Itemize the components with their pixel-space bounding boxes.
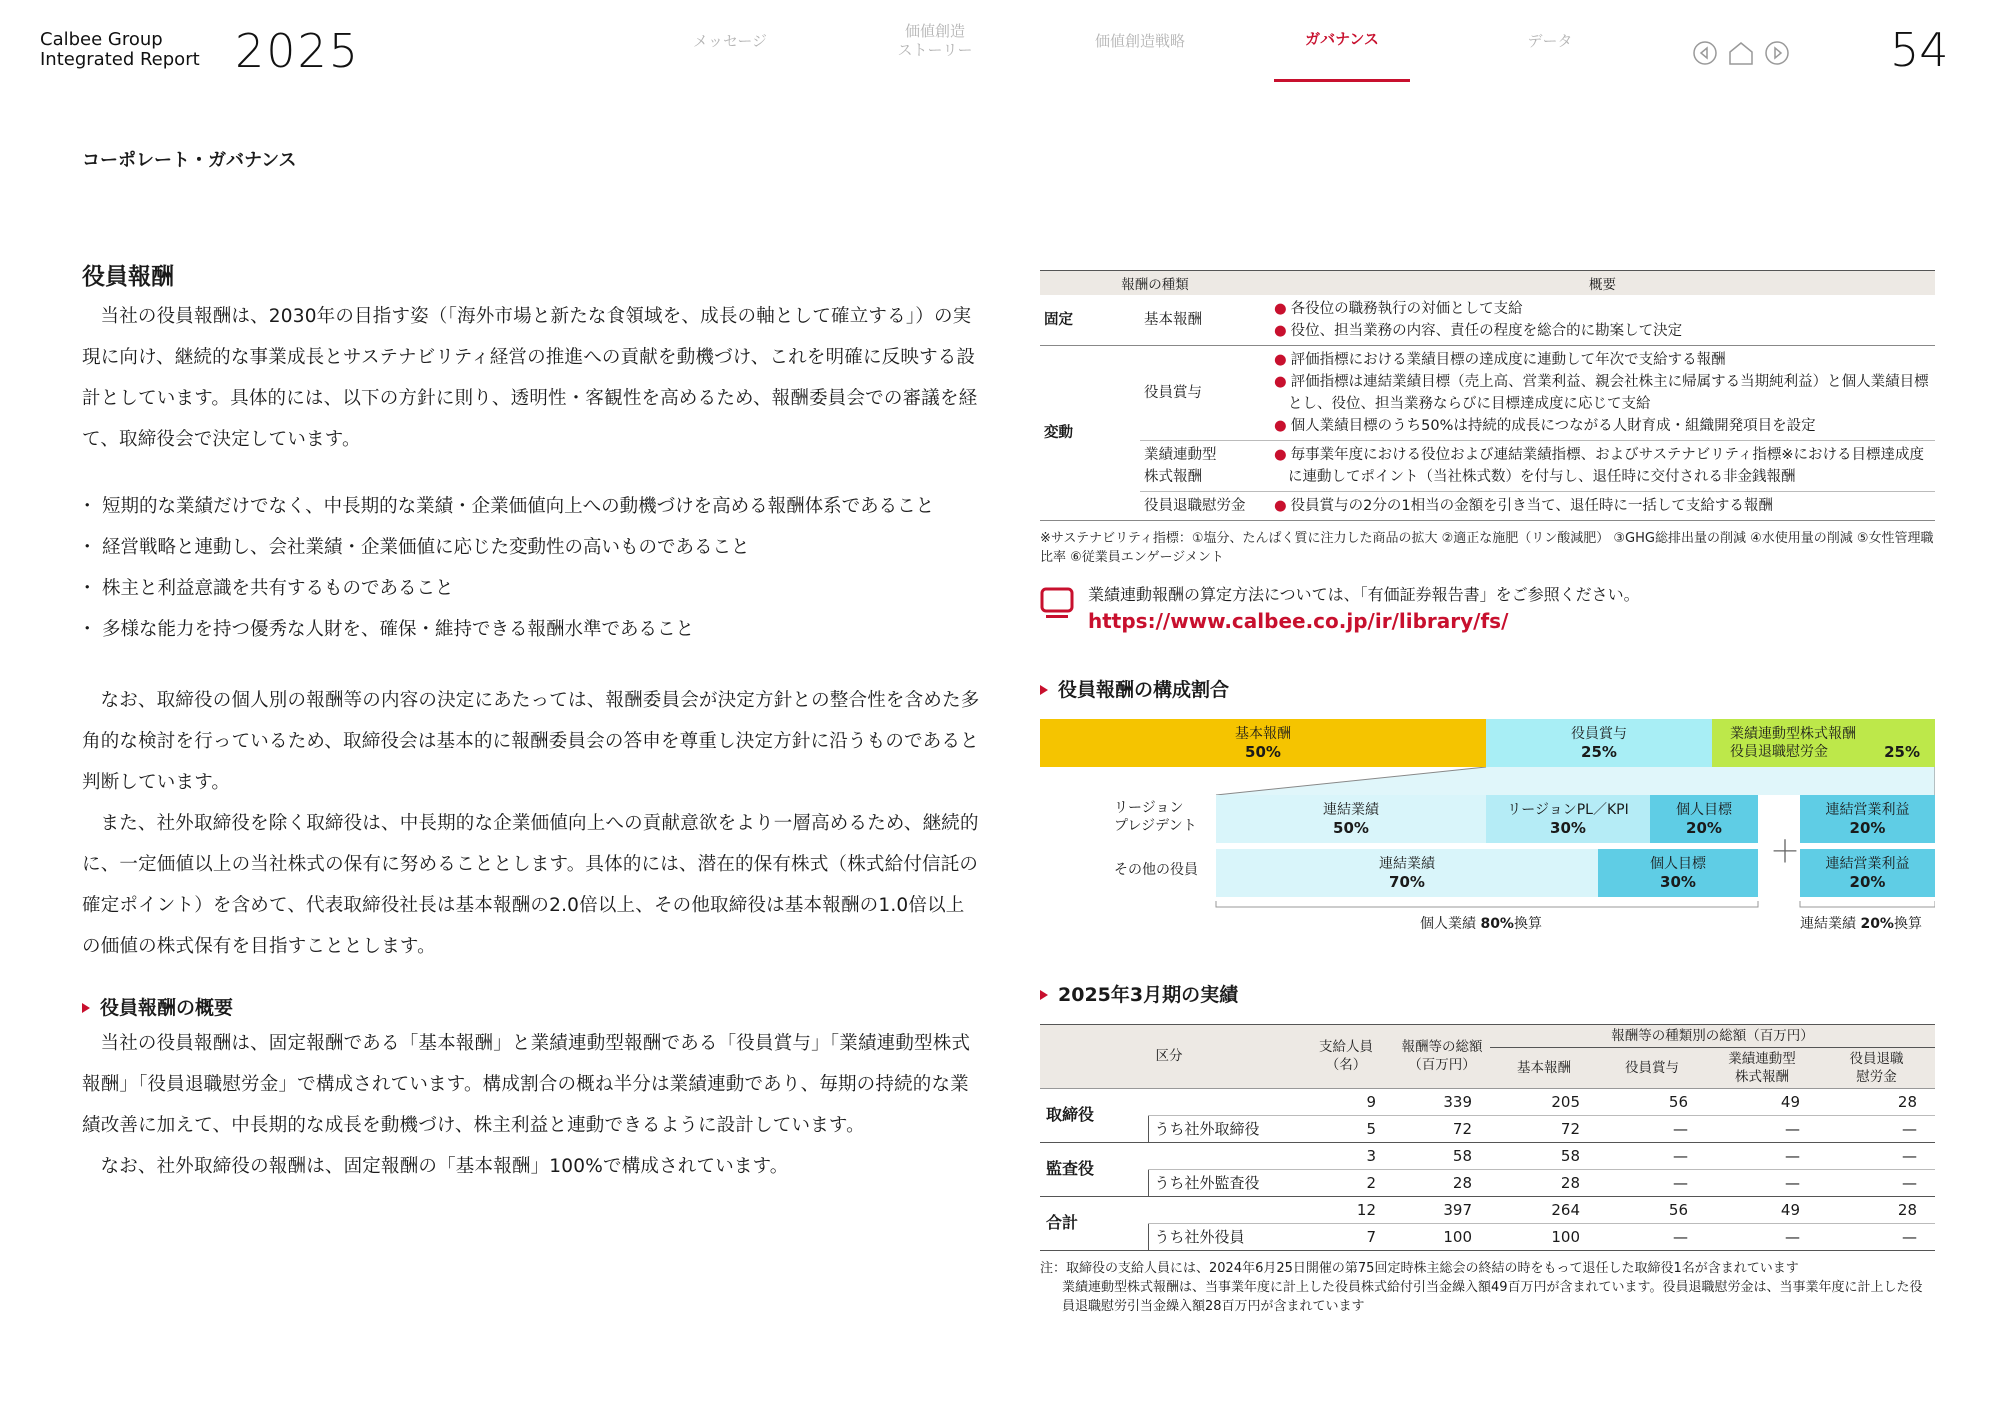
results-title: 2025年3月期の実績 [1040,980,1935,1010]
stock-retirement-bar [1712,719,1935,767]
results-notes [1040,1259,1935,1316]
policy-item: ・ 多様な能力を持つ優秀な人財を、確保・維持できる報酬水準であること [82,609,982,650]
policy-item: ・ 株主と利益意識を共有するものであること [82,568,982,609]
table-row: うち社外役員 7 100 100 — — — [1040,1223,1935,1250]
page-nav-icons [1690,38,1792,68]
consolidated-box [1216,795,1486,843]
consolidated-op-profit-box [1800,849,1935,897]
box-value: 20% [1849,872,1886,891]
col-total: 報酬等の総額 （百万円） [1394,1024,1490,1088]
outside-director-paragraph: なお、社外取締役の報酬は、固定報酬の「基本報酬」100%で構成されています。 [100,1156,789,1177]
type-desc: 評価指標は連結業績目標（売上高、営業利益、親会社株主に帰属する当期純利益）と個人業績目標とし、役位、担当業務ならびに目標達成度に応じて支給 [1288,373,1929,412]
brand-year: 2025 [235,24,361,78]
group-auditors: 監査役 [1040,1142,1148,1196]
row-label-region-president: リージョン プレジデント [1114,799,1197,834]
nav-value-story[interactable]: 価値創造 ストーリー [897,22,973,59]
personal-conversion-note: 個人業績 80%換算 [1420,915,1542,932]
overview-paragraph: 当社の役員報酬は、固定報酬である「基本報酬」と業績連動型報酬である「役員賞与」「業績連動型株式報酬」「役員退職慰労金」で構成されています。構成割合の概ね半分は業績連動であり、毎期の持続的な業績改善に加えて、中長期的な成長を動機づけ、株主利益と連動できるように設計しています。 [82,1033,971,1136]
bracket-lines [1040,899,1935,913]
type-name: 役員賞与 [1140,345,1270,440]
nav-value-strategy[interactable]: 価値創造戦略 [1094,31,1185,50]
plus-icon: ＋ [1770,834,1800,870]
home-icon[interactable] [1726,38,1756,68]
box-value: 20% [1686,818,1722,837]
group-directors: 取締役 [1040,1088,1148,1142]
box-label: 個人目標 [1650,855,1706,872]
personal-goal-box [1598,849,1758,897]
reference-link-box [1040,583,1935,635]
box-value: 50% [1333,818,1369,837]
compensation-types-table: 報酬の種類 概要 固定 基本報酬 ● 各役位の職務執行の対価として支給 ● 役位、担当業務の内容、責任の程度を総合的に勘案して決定 変動 役員賞与 ● 評価指標における業績目標の達成度に連動して年次で支給する報酬 ● 評価指標は連結業績目標（売上高、営業利益、親会社株主に帰属する当期純利益）と個人業績目標とし、役位、担当業務ならびに目標達成度に応じて支給 ● 個人業績目標のうち50%は持続的成長につながる人財育成・組織開発項目を設定 業績連動型 株式報酬 ● 毎事業年度における役位および連結業績指標、およびサステナビリティ指標※における目標達成度に連動してポイント（当社株式数）を付与し、退任時に交付される非金銭報酬 役員退職慰労金 ● 役員賞与の2分の1相当の金額を引き当て、退任時に一括して支給する報酬 [1040,270,1935,521]
bar-label: 業績連動型株式報酬 [1730,725,1856,742]
col-breakdown: 報酬等の種類別の総額（百万円） [1490,1024,1935,1047]
box-label: 連結営業利益 [1825,801,1910,818]
bar-label: 役員退職慰労金 [1730,743,1828,760]
type-name: 基本報酬 [1140,295,1270,346]
col-retire: 役員退職 慰労金 [1818,1047,1935,1088]
type-name: 業績連動型 株式報酬 [1140,440,1270,491]
policy-item: ・ 短期的な業績だけでなく、中長期的な業績・企業価値向上への動機づけを高める報酬体系であること [82,486,982,527]
bar-label: 役員賞与 [1571,725,1627,742]
personal-goal-box [1650,795,1758,843]
sustainability-note: ※サステナビリティ指標：①塩分、たんぱく質に注力した商品の拡大 ②適正な施肥（リン酸減肥） ③GHG総排出量の削減 ④水使用量の削減 ⑤女性管理職比率 ⑥従業員エンゲージメント [1040,530,1934,565]
base-pay-bar [1040,719,1486,767]
box-value: 30% [1660,872,1696,891]
bar-label: 基本報酬 [1235,725,1291,742]
box-label: 連結業績 [1323,801,1379,818]
col-category: 区分 [1040,1024,1298,1088]
page-header [0,0,2000,90]
col-bonus: 役員賞与 [1598,1047,1706,1088]
type-desc: 各役位の職務執行の対価として支給 [1290,300,1523,317]
table-row: 合計 12 397 264 56 49 28 [1040,1196,1935,1223]
type-desc: 評価指標における業績目標の達成度に連動して年次で支給する報酬 [1290,351,1726,368]
brand-line-2: Integrated Report [40,49,200,70]
composition-title: 役員報酬の構成割合 [1040,675,1935,705]
consolidated-conversion-note: 連結業績 20%換算 [1800,915,1922,932]
table-row: 監査役 3 58 58 — — — [1040,1142,1935,1169]
variable-label: 変動 [1040,345,1140,520]
box-value: 30% [1550,818,1586,837]
region-kpi-box [1486,795,1650,843]
type-desc: 役位、担当業務の内容、責任の程度を総合的に勘案して決定 [1290,322,1683,339]
bar-value: 25% [1884,742,1920,761]
section-title: 役員報酬 [82,264,174,290]
results-table [1040,1024,1935,1251]
box-label: 連結営業利益 [1825,855,1910,872]
shareholding-paragraph: また、社外取締役を除く取締役は、中長期的な企業価値向上への貢献意欲をより一層高めるため、継続的に、一定価値以上の当社株式の保有に努めることとします。具体的には、潜在的保有株式（株式給付信託の確定ポイント）を含めて、代表取締役社長は基本報酬の2.0倍以上、その他取締役は基本報酬の1.0倍以上の価値の株式保有を目指すこととします。 [82,813,979,957]
box-label: 個人目標 [1676,801,1732,818]
left-column [82,262,982,1187]
consolidated-op-profit-box [1800,795,1935,843]
brand-logo[interactable] [40,24,361,78]
overview-subtitle: 役員報酬の概要 [82,993,982,1023]
bar-value: 50% [1245,742,1281,761]
expand-connector [1040,767,1935,795]
group-total: 合計 [1040,1196,1148,1250]
type-desc: 役員賞与の2分の1相当の金額を引き当て、退任時に一括して支給する報酬 [1290,497,1773,514]
prev-page-icon[interactable] [1690,38,1720,68]
fixed-label: 固定 [1040,295,1140,346]
bonus-bar [1486,719,1712,767]
type-name: 役員退職慰労金 [1140,491,1270,520]
next-page-icon[interactable] [1762,38,1792,68]
col-base: 基本報酬 [1490,1047,1598,1088]
bar-value: 25% [1581,742,1617,761]
sub-label: うち社外取締役 [1148,1115,1298,1142]
box-value: 20% [1849,818,1886,837]
table-row: うち社外監査役 2 28 28 — — — [1040,1169,1935,1196]
nav-governance[interactable]: ガバナンス [1274,0,1410,82]
page-number: 54 [1890,23,1949,77]
decision-paragraph: なお、取締役の個人別の報酬等の内容の決定にあたっては、報酬委員会が決定方針との整合性を含めた多角的な検討を行っているため、取締役会は基本的に報酬委員会の答申を尊重し決定方針に沿うものであると判断しています。 [82,690,980,793]
consolidated-box [1216,849,1598,897]
box-label: 連結業績 [1379,855,1435,872]
box-label: リージョンPL／KPI [1507,801,1629,818]
table-header: 概要 [1270,271,1935,295]
brand-line-1: Calbee Group [40,29,163,50]
reference-text: 業績連動報酬の算定方法については、「有価証券報告書」をご参照ください。 [1088,584,1640,604]
monitor-icon [1040,587,1074,621]
row-label-other-officers: その他の役員 [1114,861,1198,878]
results-note-1: 注：取締役の支給人員には、2024年6月25日開催の第75回定時株主総会の終結の時をもって退任した取締役1名が含まれています [1040,1260,1799,1276]
sub-label: うち社外役員 [1148,1223,1298,1250]
policy-list [82,486,982,650]
type-desc: 個人業績目標のうち50%は持続的成長につながる人財育成・組織開発項目を設定 [1290,417,1816,434]
table-header: 報酬の種類 [1040,271,1270,295]
section-label: コーポレート・ガバナンス [82,150,297,171]
col-people: 支給人員 （名） [1298,1024,1394,1088]
box-value: 70% [1389,872,1425,891]
table-row: 取締役 9 339 205 56 49 28 [1040,1088,1935,1115]
policy-item: ・ 経営戦略と連動し、会社業績・企業価値に応じた変動性の高いものであること [82,527,982,568]
nav-data[interactable]: データ [1527,31,1573,50]
composition-diagram [1040,719,1935,934]
nav-message[interactable]: メッセージ [692,31,768,50]
intro-paragraph: 当社の役員報酬は、2030年の目指す姿（「海外市場と新たな食領域を、成長の軸として確立する」）の実現に向け、継続的な事業成長とサステナビリティ経営の推進への貢献を動機づけ、これを明確に反映する設計としています。具体的には、以下の方針に則り、透明性・客観性を高めるため、報酬委員会での審議を経て、取締役会で決定しています。 [82,306,978,450]
type-desc: 毎事業年度における役位および連結業績指標、およびサステナビリティ指標※における目標達成度に連動してポイント（当社株式数）を付与し、退任時に交付される非金銭報酬 [1288,446,1924,485]
sub-label: うち社外監査役 [1148,1169,1298,1196]
reference-url-link[interactable]: https://www.calbee.co.jp/ir/library/fs/ [1088,608,1509,633]
table-row: うち社外取締役 5 72 72 — — — [1040,1115,1935,1142]
results-note-2: 業績連動型株式報酬は、当事業年度に計上した役員株式給付引当金繰入額49百万円が含まれています。役員退職慰労金は、当事業年度に計上した役員退職慰労引当金繰入額28百万円が含まれています [1062,1279,1923,1314]
col-stock: 業績連動型 株式報酬 [1706,1047,1818,1088]
right-column [1040,270,1935,1316]
